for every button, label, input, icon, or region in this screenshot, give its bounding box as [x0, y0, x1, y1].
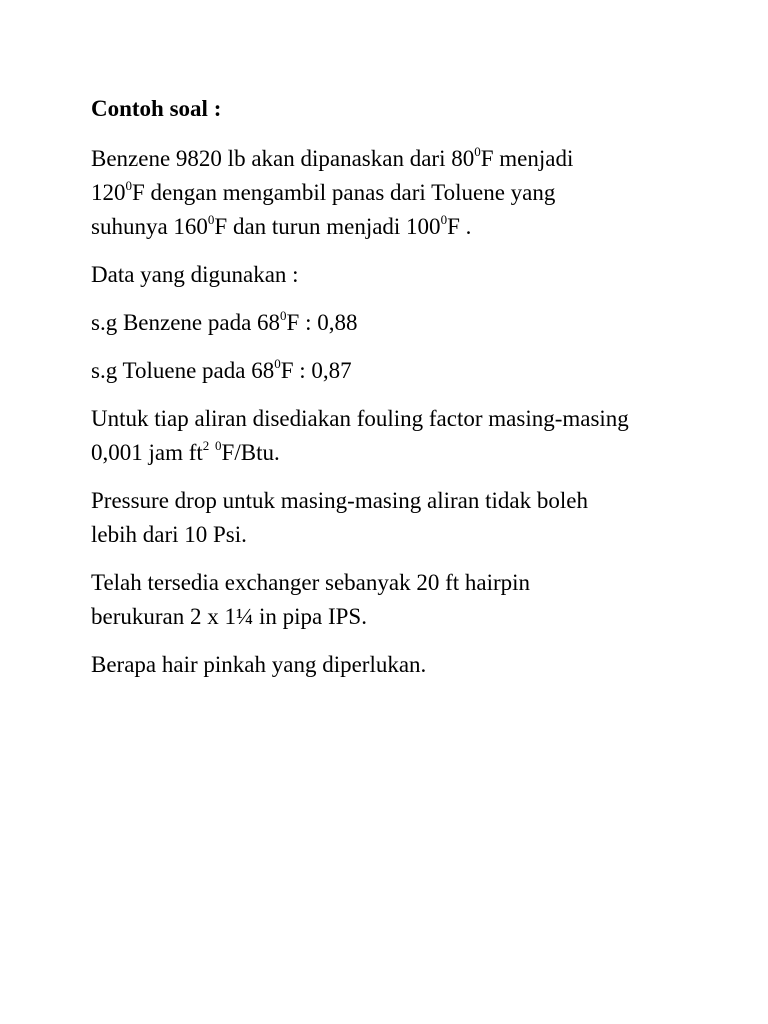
text-segment: suhunya 160 [91, 214, 208, 239]
text-segment: 0,001 jam ft [91, 440, 203, 465]
text-segment: F . [447, 214, 472, 239]
superscript: 0 [215, 438, 222, 454]
exchanger-info [91, 566, 711, 634]
text-segment: s.g Toluene pada 68 [91, 358, 275, 383]
superscript: 0 [274, 356, 281, 372]
problem-statement [91, 142, 711, 244]
text-segment: F : 0,88 [286, 310, 358, 335]
superscript: 0 [125, 178, 132, 194]
text-segment: F : 0,87 [280, 358, 352, 383]
heading: Contoh soal : [91, 96, 222, 121]
text-segment: F menjadi [480, 146, 574, 171]
text-segment: F/Btu. [221, 440, 280, 465]
superscript: 0 [207, 212, 215, 228]
toluene-sg [91, 354, 711, 388]
text-segment: F dan turun menjadi 100 [214, 214, 441, 239]
data-heading: Data yang digunakan : [91, 262, 299, 287]
pressure-drop [91, 484, 711, 552]
text-segment: Untuk tiap aliran disediakan fouling factor masing-masing [91, 406, 629, 431]
fouling-factor [91, 402, 711, 470]
benzene-sg [91, 306, 711, 340]
question: Berapa hair pinkah yang diperlukan. [91, 652, 427, 677]
text-segment: F dengan mengambil panas dari Toluene yang [132, 180, 556, 205]
text-segment: Pressure drop untuk masing-masing aliran tidak boleh [91, 488, 588, 513]
text-segment: 120 [91, 180, 126, 205]
text-segment: Telah tersedia exchanger sebanyak 20 ft hairpin [91, 570, 531, 595]
superscript: 0 [440, 212, 448, 228]
text-segment: s.g Benzene pada 68 [91, 310, 281, 335]
text-segment: berukuran 2 x 1¼ in pipa IPS. [91, 604, 367, 629]
text-segment: lebih dari 10 Psi. [91, 522, 247, 547]
superscript: 0 [280, 308, 287, 324]
document-page [91, 92, 711, 696]
superscript: 0 [474, 144, 481, 160]
superscript: 2 [202, 438, 210, 454]
text-segment: Benzene 9820 lb akan dipanaskan dari 80 [91, 146, 475, 171]
